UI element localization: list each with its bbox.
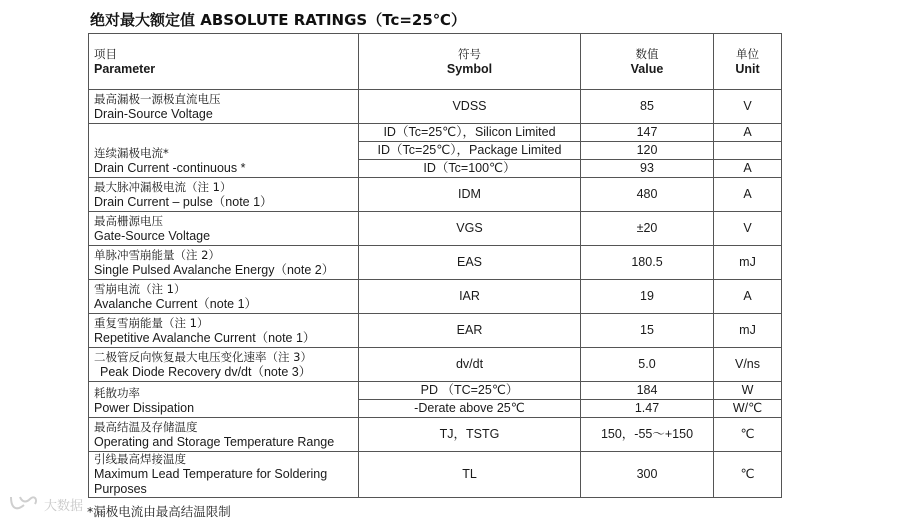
header-unit-en: Unit xyxy=(735,61,760,76)
parameter-cn: 最高结温及存储温度 xyxy=(94,419,198,434)
value-cell: 150，-55～+150 xyxy=(581,418,714,452)
unit-cell: A xyxy=(714,124,782,142)
parameter-en: Operating and Storage Temperature Range xyxy=(94,434,335,449)
parameter-en: Avalanche Current（note 1） xyxy=(94,296,258,311)
unit-cell: V/ns xyxy=(714,348,782,382)
header-parameter-en: Parameter xyxy=(94,61,156,76)
symbol-cell: -Derate above 25℃ xyxy=(359,400,581,418)
parameter-cn: 单脉冲雪崩能量（注 2） xyxy=(94,247,220,262)
table-row xyxy=(89,382,782,400)
parameter-en: Maximum Lead Temperature for Soldering Purposes xyxy=(94,467,328,496)
symbol-cell: IAR xyxy=(359,280,581,314)
unit-cell: A xyxy=(714,160,782,178)
parameter-cn: 最高栅源电压 xyxy=(94,213,163,228)
value-cell: 15 xyxy=(581,314,714,348)
value-cell: ±20 xyxy=(581,212,714,246)
parameter-cn: 最大脉冲漏极电流（注 1） xyxy=(94,179,232,194)
value-cell: 300 xyxy=(581,452,714,498)
unit-cell: ℃ xyxy=(714,418,782,452)
parameter-en: Drain Current -continuous * xyxy=(94,161,246,175)
table-row xyxy=(89,314,782,348)
header-value-en: Value xyxy=(630,61,664,76)
symbol-cell: VGS xyxy=(359,212,581,246)
parameter-cell xyxy=(89,314,359,348)
value-cell: 120 xyxy=(581,142,714,160)
symbol-cell: TJ，TSTG xyxy=(359,418,581,452)
parameter-en: Drain-Source Voltage xyxy=(94,106,213,121)
watermark-icon xyxy=(8,493,40,513)
value-cell: 147 xyxy=(581,124,714,142)
header-parameter xyxy=(89,34,359,90)
table-row xyxy=(89,246,782,280)
header-unit xyxy=(714,34,782,90)
parameter-en: Power Dissipation xyxy=(94,401,195,415)
unit-cell: W/℃ xyxy=(714,400,782,418)
parameter-cn: 最高漏极一源极直流电压 xyxy=(94,91,221,106)
symbol-cell: PD （TC=25℃） xyxy=(359,382,581,400)
parameter-cn: 雪崩电流（注 1） xyxy=(94,281,186,296)
parameter-cell xyxy=(89,246,359,280)
value-cell: 93 xyxy=(581,160,714,178)
parameter-cell xyxy=(89,348,359,382)
header-symbol xyxy=(359,34,581,90)
parameter-cn: 二极管反向恢复最大电压变化速率（注 3） xyxy=(94,349,312,364)
value-cell: 180.5 xyxy=(581,246,714,280)
parameter-cell xyxy=(89,418,359,452)
unit-cell: A xyxy=(714,280,782,314)
symbol-cell: EAS xyxy=(359,246,581,280)
header-value-cn: 数值 xyxy=(635,46,659,61)
symbol-cell: IDM xyxy=(359,178,581,212)
parameter-en: Repetitive Avalanche Current（note 1） xyxy=(94,330,316,345)
value-cell: 480 xyxy=(581,178,714,212)
watermark-text: 大数据 xyxy=(44,499,84,514)
value-cell: 184 xyxy=(581,382,714,400)
parameter-cell xyxy=(89,280,359,314)
parameter-en: Single Pulsed Avalanche Energy（note 2） xyxy=(94,262,335,277)
parameter-cell xyxy=(89,452,359,498)
parameter-cn: 耗散功率 xyxy=(94,386,140,400)
watermark-logo xyxy=(8,490,98,516)
symbol-cell: dv/dt xyxy=(359,348,581,382)
unit-cell: W xyxy=(714,382,782,400)
value-cell: 19 xyxy=(581,280,714,314)
table-row xyxy=(89,124,782,142)
unit-cell: mJ xyxy=(714,314,782,348)
table-row xyxy=(89,90,782,124)
header-parameter-cn: 项目 xyxy=(94,46,117,61)
parameter-cell xyxy=(89,124,359,178)
table-row xyxy=(89,418,782,452)
table-row xyxy=(89,178,782,212)
table-row xyxy=(89,280,782,314)
parameter-cell xyxy=(89,382,359,418)
unit-cell: A xyxy=(714,178,782,212)
unit-cell xyxy=(714,142,782,160)
unit-cell: V xyxy=(714,212,782,246)
parameter-cell xyxy=(89,178,359,212)
parameter-cn: 引线最高焊接温度 xyxy=(94,452,186,466)
value-cell: 85 xyxy=(581,90,714,124)
header-symbol-cn: 符号 xyxy=(458,46,481,61)
absolute-ratings-table xyxy=(88,33,782,498)
table-header-row xyxy=(89,34,782,90)
header-unit-cn: 单位 xyxy=(736,46,759,61)
table-row xyxy=(89,348,782,382)
symbol-cell: ID（Tc=100℃） xyxy=(359,160,581,178)
header-value xyxy=(581,34,714,90)
symbol-cell: VDSS xyxy=(359,90,581,124)
table-row xyxy=(89,212,782,246)
parameter-cell xyxy=(89,90,359,124)
symbol-cell: ID（Tc=25℃），Silicon Limited xyxy=(359,124,581,142)
footnote: *漏极电流由最高结温限制 xyxy=(87,504,231,519)
value-cell: 1.47 xyxy=(581,400,714,418)
table-row xyxy=(89,452,782,498)
value-cell: 5.0 xyxy=(581,348,714,382)
header-symbol-en: Symbol xyxy=(446,61,493,76)
parameter-en: Gate-Source Voltage xyxy=(94,228,211,243)
parameter-cell xyxy=(89,212,359,246)
symbol-cell: TL xyxy=(359,452,581,498)
unit-cell: ℃ xyxy=(714,452,782,498)
parameter-en: Drain Current – pulse（note 1） xyxy=(94,194,273,209)
symbol-cell: EAR xyxy=(359,314,581,348)
page-title: 绝对最大额定值 ABSOLUTE RATINGS（Tc=25℃） xyxy=(90,11,466,29)
parameter-cn: 连续漏极电流* xyxy=(94,146,169,160)
parameter-cn: 重复雪崩能量（注 1） xyxy=(94,315,209,330)
unit-cell: V xyxy=(714,90,782,124)
unit-cell: mJ xyxy=(714,246,782,280)
symbol-cell: ID（Tc=25℃），Package Limited xyxy=(359,142,581,160)
parameter-en: Peak Diode Recovery dv/dt（note 3） xyxy=(100,364,312,379)
